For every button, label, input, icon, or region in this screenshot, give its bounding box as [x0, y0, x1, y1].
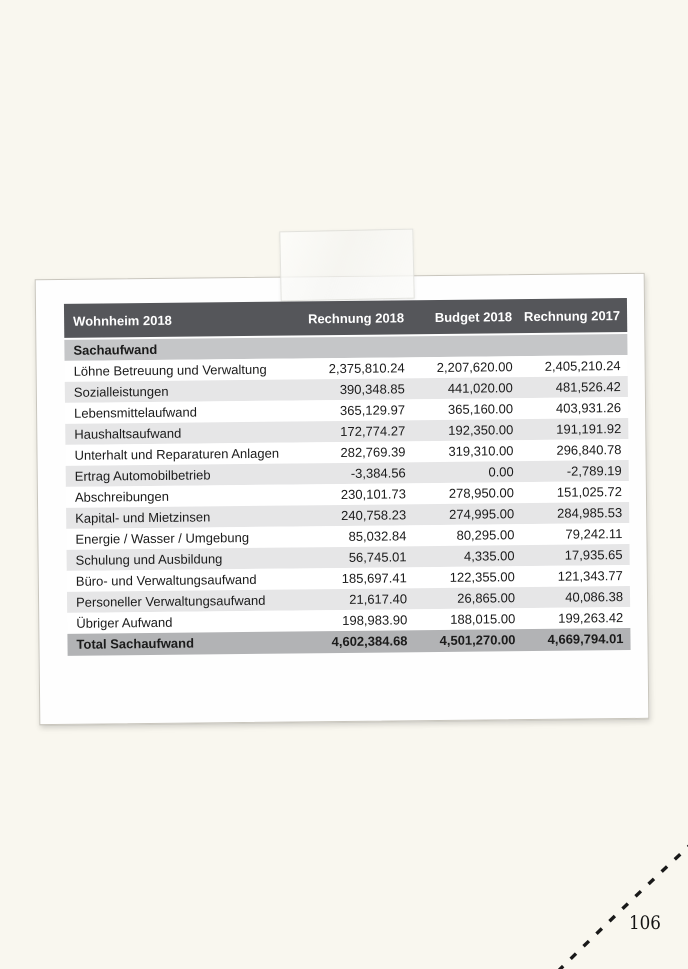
row-value-rechnung-2017: 17,935.65	[564, 547, 623, 563]
row-value-budget-2018: 2,207,620.00	[436, 359, 513, 376]
row-value-rechnung-2018: 21,617.40	[349, 591, 408, 607]
row-value-rechnung-2018: 185,697.41	[341, 570, 407, 587]
row-value-budget-2018: 274,995.00	[449, 506, 515, 522]
column-header-budget-2018: Budget 2018	[434, 308, 513, 325]
row-value-rechnung-2018: 172,774.27	[340, 423, 406, 440]
row-label: Ertrag Automobilbetrieb	[74, 467, 211, 484]
row-label: Löhne Betreuung und Verwaltung	[73, 361, 267, 379]
row-value-budget-2018: 319,310.00	[448, 443, 514, 459]
row-label: Schulung und Ausbildung	[75, 551, 223, 568]
row-label: Unterhalt und Reparaturen Anlagen	[74, 445, 280, 463]
column-header-rechnung-2018: Rechnung 2018	[307, 309, 405, 326]
row-value-budget-2018: 26,865.00	[457, 590, 516, 606]
table-header-row	[64, 298, 627, 338]
polaroid-card	[35, 273, 650, 725]
row-value-budget-2018: 441,020.00	[447, 380, 513, 396]
row-label: Büro- und Verwaltungsaufwand	[75, 571, 257, 589]
row-value-rechnung-2018: 56,745.01	[348, 549, 407, 565]
row-value-rechnung-2017: 284,985.53	[557, 505, 623, 521]
row-value-rechnung-2017: 40,086.38	[565, 589, 624, 605]
row-value-rechnung-2017: 191,191.92	[556, 421, 622, 437]
row-value-budget-2018: 4,335.00	[463, 548, 515, 564]
row-value-budget-2018: 80,295.00	[456, 527, 515, 543]
tape-strip	[279, 229, 414, 302]
row-value-rechnung-2018: 390,348.85	[339, 381, 405, 398]
total-row	[67, 628, 630, 656]
row-value-rechnung-2017: 79,242.11	[565, 526, 623, 542]
row-value-rechnung-2018: 240,758.23	[341, 507, 407, 524]
row-label: Lebensmittelaufwand	[74, 404, 198, 421]
row-value-rechnung-2018: 85,032.84	[348, 528, 407, 544]
row-value-rechnung-2017: 296,840.78	[556, 442, 622, 458]
row-value-rechnung-2017: 481,526.42	[555, 379, 621, 395]
row-label: Abschreibungen	[74, 488, 170, 505]
row-value-budget-2018: 188,015.00	[450, 611, 516, 627]
row-value-rechnung-2017: 151,025.72	[556, 484, 623, 500]
financial-table	[64, 298, 631, 656]
row-value-budget-2018: 0.00	[488, 464, 514, 480]
row-value-rechnung-2018: 282,769.39	[340, 444, 406, 461]
column-header-wohnheim-2018: Wohnheim 2018	[73, 312, 172, 329]
row-value-rechnung-2017: -2,789.19	[566, 463, 622, 479]
row-value-budget-2018: 278,950.00	[448, 485, 515, 501]
row-value-rechnung-2017: 121,343.77	[557, 568, 623, 584]
row-label: Personeller Verwaltungsaufwand	[75, 592, 266, 610]
row-value-rechnung-2017: 2,405,210.24	[544, 358, 621, 374]
row-label: Übriger Aufwand	[76, 614, 173, 631]
total-rechnung-2018: 4,602,384.68	[331, 633, 408, 650]
row-value-budget-2018: 122,355.00	[449, 569, 515, 585]
row-value-rechnung-2018: 198,983.90	[342, 612, 408, 629]
section-label: Sachaufwand	[73, 341, 158, 358]
column-header-rechnung-2017: Rechnung 2017	[523, 307, 621, 324]
page-number: 106	[629, 912, 661, 934]
row-value-budget-2018: 365,160.00	[447, 401, 514, 417]
row-label: Kapital- und Mietzinsen	[75, 509, 211, 526]
row-value-budget-2018: 192,350.00	[448, 422, 514, 438]
total-budget-2018: 4,501,270.00	[439, 632, 516, 648]
row-label: Sozialleistungen	[73, 383, 169, 400]
row-value-rechnung-2018: 2,375,810.24	[328, 360, 405, 377]
total-rechnung-2017: 4,669,794.01	[547, 631, 624, 647]
row-value-rechnung-2018: -3,384.56	[350, 465, 406, 481]
row-value-rechnung-2018: 230,101.73	[340, 486, 407, 503]
total-label: Total Sachaufwand	[76, 635, 195, 652]
row-value-rechnung-2017: 403,931.26	[555, 400, 622, 416]
table-rows	[65, 355, 631, 634]
row-label: Energie / Wasser / Umgebung	[75, 529, 250, 547]
row-value-rechnung-2018: 365,129.97	[339, 402, 406, 419]
row-value-rechnung-2017: 199,263.42	[558, 610, 624, 626]
row-label: Haushaltsaufwand	[74, 425, 182, 442]
